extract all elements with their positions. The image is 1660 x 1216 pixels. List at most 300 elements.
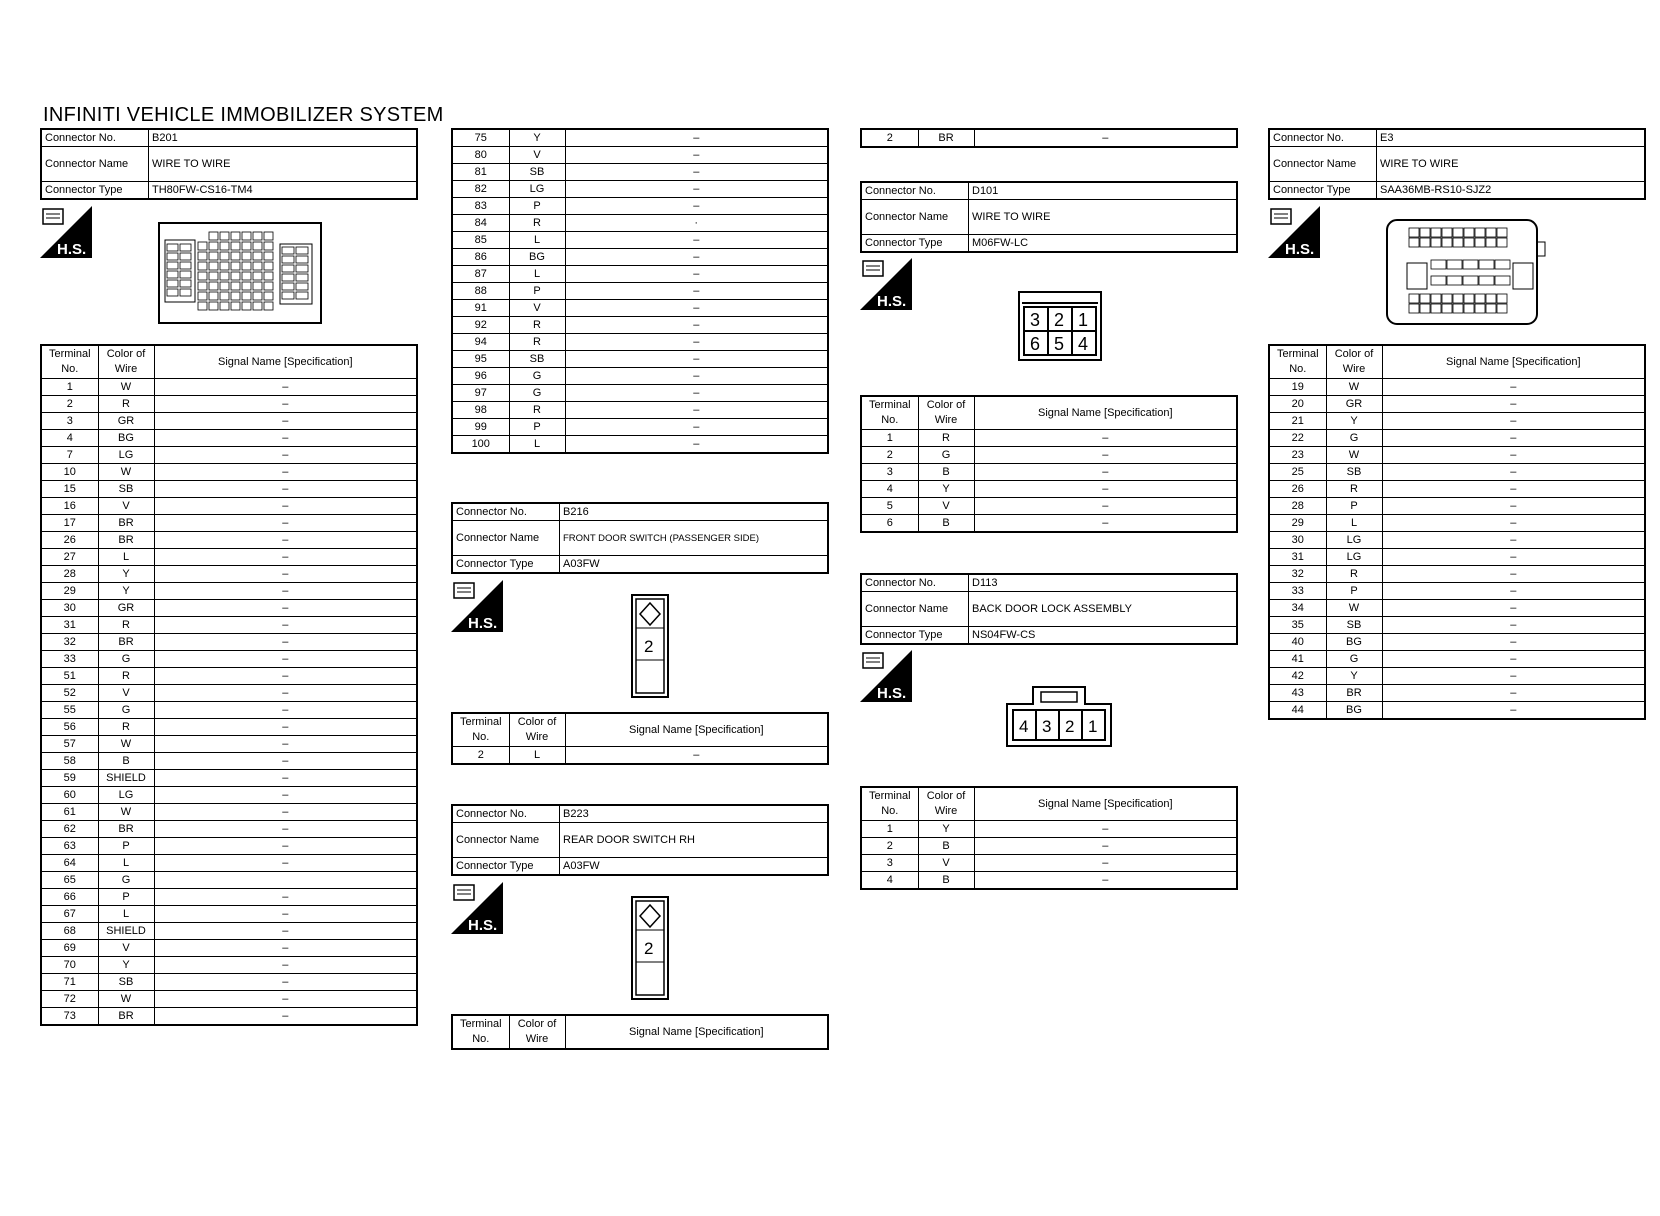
wire-color-cell: R xyxy=(509,402,565,419)
terminal-no-cell: 52 xyxy=(41,685,98,702)
wire-color-cell: BR xyxy=(1326,685,1382,702)
cavity-label: 1 xyxy=(1078,310,1089,330)
signal-name-cell: – xyxy=(154,515,417,532)
cavity-label: 1 xyxy=(1088,717,1098,736)
table-row xyxy=(1269,549,1645,566)
terminal-no-cell: 42 xyxy=(1269,668,1326,685)
table-row xyxy=(1269,600,1645,617)
wire-color-cell: V xyxy=(98,940,154,957)
table-row xyxy=(41,430,417,447)
signal-name-cell: – xyxy=(1382,464,1645,481)
signal-name-cell: – xyxy=(565,402,828,419)
terminal-no-cell: 97 xyxy=(452,385,509,402)
wire-color-cell: BG xyxy=(1326,702,1382,720)
signal-name-cell: – xyxy=(154,447,417,464)
signal-name-cell: – xyxy=(1382,617,1645,634)
wire-color-cell: BR xyxy=(98,532,154,549)
wire-color-cell: L xyxy=(1326,515,1382,532)
table-row xyxy=(861,498,1237,515)
wire-color-cell: G xyxy=(1326,651,1382,668)
wire-color-cell: G xyxy=(1326,430,1382,447)
signal-name-cell: – xyxy=(1382,430,1645,447)
e3-connector-face-diagram xyxy=(1385,218,1549,326)
signal-name-cell: – xyxy=(565,368,828,385)
signal-name-cell: – xyxy=(154,396,417,413)
signal-name-cell: – xyxy=(1382,396,1645,413)
signal-name-cell: – xyxy=(565,385,828,402)
terminal-no-cell: 91 xyxy=(452,300,509,317)
terminal-no-cell: 29 xyxy=(41,583,98,600)
wire-color-cell: GR xyxy=(1326,396,1382,413)
wire-color-cell: BG xyxy=(98,430,154,447)
terminal-no-cell: 6 xyxy=(861,515,918,533)
table-row xyxy=(41,685,417,702)
wire-color-cell: R xyxy=(98,396,154,413)
signal-name-cell: – xyxy=(154,821,417,838)
wire-color-cell: V xyxy=(98,685,154,702)
terminal-no-cell: 29 xyxy=(1269,515,1326,532)
signal-name-cell: – xyxy=(1382,702,1645,720)
table-row xyxy=(41,991,417,1008)
wire-color-cell: SB xyxy=(98,481,154,498)
terminal-no-cell: 43 xyxy=(1269,685,1326,702)
table-row xyxy=(1269,396,1645,413)
wire-color-cell: GR xyxy=(98,600,154,617)
connector-no-label: Connector No. xyxy=(861,574,969,592)
table-row xyxy=(452,317,828,334)
terminal-no-cell: 67 xyxy=(41,906,98,923)
table-row xyxy=(861,872,1237,890)
table-row xyxy=(452,368,828,385)
color-header: Color of Wire xyxy=(509,1015,565,1049)
hs-badge-icon xyxy=(40,206,92,258)
wire-color-cell: R xyxy=(98,668,154,685)
terminal-no-cell: 5 xyxy=(861,498,918,515)
connector-name-value: WIRE TO WIRE xyxy=(969,200,1238,235)
table-row xyxy=(41,1008,417,1026)
connector-no-label: Connector No. xyxy=(452,805,560,823)
signal-name-cell: – xyxy=(154,855,417,872)
table-row xyxy=(41,447,417,464)
terminal-no-cell: 30 xyxy=(41,600,98,617)
wire-color-cell: V xyxy=(509,147,565,164)
signal-name-cell: – xyxy=(974,129,1237,147)
table-row xyxy=(1269,634,1645,651)
table-row xyxy=(861,447,1237,464)
terminal-no-cell: 2 xyxy=(41,396,98,413)
table-row xyxy=(41,821,417,838)
signal-name-cell: – xyxy=(154,685,417,702)
cavity-label: 2 xyxy=(644,939,654,958)
wire-color-cell: L xyxy=(98,855,154,872)
wire-color-cell: LG xyxy=(1326,549,1382,566)
signal-name-cell: – xyxy=(1382,549,1645,566)
connector-type-label: Connector Type xyxy=(41,182,149,200)
wire-color-cell: LG xyxy=(509,181,565,198)
b201-connector-face-diagram xyxy=(158,222,322,324)
signal-name-cell: – xyxy=(1382,566,1645,583)
terminal-no-cell: 62 xyxy=(41,821,98,838)
table-row xyxy=(452,181,828,198)
table-row xyxy=(41,838,417,855)
table-row xyxy=(41,634,417,651)
table-row xyxy=(1269,583,1645,600)
signal-header: Signal Name [Specification] xyxy=(974,787,1237,821)
connector-type-label: Connector Type xyxy=(1269,182,1377,200)
table-row xyxy=(452,351,828,368)
wire-color-cell: B xyxy=(918,515,974,533)
signal-name-cell: – xyxy=(154,753,417,770)
wire-color-cell: P xyxy=(509,419,565,436)
table-row xyxy=(861,464,1237,481)
table-row xyxy=(41,719,417,736)
table-row xyxy=(861,855,1237,872)
terminal-no-cell: 82 xyxy=(452,181,509,198)
wire-color-cell: G xyxy=(918,447,974,464)
hs-badge-icon xyxy=(1268,206,1320,258)
terminal-no-cell: 41 xyxy=(1269,651,1326,668)
terminal-no-header: Terminal No. xyxy=(861,787,918,821)
wire-color-cell: W xyxy=(98,991,154,1008)
connector-type-value: TH80FW-CS16-TM4 xyxy=(149,182,418,200)
table-row xyxy=(452,385,828,402)
wire-color-cell: SB xyxy=(509,351,565,368)
wire-color-cell: R xyxy=(918,430,974,447)
table-row xyxy=(452,300,828,317)
signal-name-cell: – xyxy=(1382,413,1645,430)
terminal-no-header: Terminal No. xyxy=(452,713,509,747)
connector-no-value: D113 xyxy=(969,574,1238,592)
table-row xyxy=(41,515,417,532)
connector-type-value: NS04FW-CS xyxy=(969,627,1238,645)
wire-color-cell: P xyxy=(98,838,154,855)
wire-color-cell: LG xyxy=(1326,532,1382,549)
signal-name-cell: – xyxy=(154,651,417,668)
connector-b201 xyxy=(40,128,418,200)
signal-name-cell: – xyxy=(154,668,417,685)
e3-terminal-table xyxy=(1268,344,1646,720)
terminal-no-cell: 40 xyxy=(1269,634,1326,651)
wire-color-cell: V xyxy=(918,855,974,872)
signal-name-cell: – xyxy=(154,770,417,787)
signal-name-cell: – xyxy=(154,991,417,1008)
table-row xyxy=(1269,668,1645,685)
connector-type-label: Connector Type xyxy=(861,235,969,253)
wire-color-cell: P xyxy=(98,889,154,906)
svg-text:H.S.: H.S. xyxy=(468,917,498,934)
wire-color-cell: BR xyxy=(918,129,974,147)
signal-name-cell: – xyxy=(154,787,417,804)
terminal-no-cell: 15 xyxy=(41,481,98,498)
table-row xyxy=(41,889,417,906)
table-row xyxy=(452,164,828,181)
terminal-no-cell: 32 xyxy=(1269,566,1326,583)
signal-name-cell: – xyxy=(154,549,417,566)
table-row xyxy=(452,402,828,419)
signal-name-cell: – xyxy=(1382,498,1645,515)
wire-color-cell: V xyxy=(918,498,974,515)
terminal-no-cell: 71 xyxy=(41,974,98,991)
table-row xyxy=(41,923,417,940)
terminal-no-cell: 20 xyxy=(1269,396,1326,413)
table-row xyxy=(452,147,828,164)
signal-name-cell: – xyxy=(154,906,417,923)
connector-type-label: Connector Type xyxy=(452,556,560,574)
signal-name-cell: – xyxy=(154,532,417,549)
wire-color-cell: L xyxy=(98,549,154,566)
cavity-label: 2 xyxy=(1065,717,1075,736)
signal-name-cell: – xyxy=(154,719,417,736)
terminal-no-cell: 75 xyxy=(452,129,509,147)
color-header: Color of Wire xyxy=(918,787,974,821)
connector-name-label: Connector Name xyxy=(861,592,969,627)
connector-b223 xyxy=(451,804,829,876)
terminal-no-cell: 27 xyxy=(41,549,98,566)
wire-color-cell: SB xyxy=(1326,464,1382,481)
wire-color-cell: W xyxy=(98,379,154,396)
signal-name-cell: – xyxy=(154,617,417,634)
terminal-no-cell: 21 xyxy=(1269,413,1326,430)
signal-name-cell: – xyxy=(1382,447,1645,464)
signal-name-cell: – xyxy=(154,838,417,855)
terminal-no-cell: 31 xyxy=(41,617,98,634)
table-row xyxy=(41,651,417,668)
signal-name-cell: – xyxy=(974,821,1237,838)
connector-d113 xyxy=(860,573,1238,645)
table-row xyxy=(452,129,828,147)
table-row xyxy=(452,232,828,249)
table-row xyxy=(41,702,417,719)
b223-connector-face-diagram xyxy=(631,896,669,1000)
color-header: Color of Wire xyxy=(509,713,565,747)
signal-name-cell: – xyxy=(565,266,828,283)
wire-color-cell: P xyxy=(509,283,565,300)
table-row xyxy=(452,283,828,300)
table-row xyxy=(41,617,417,634)
signal-name-cell: – xyxy=(1382,515,1645,532)
terminal-no-cell: 88 xyxy=(452,283,509,300)
wire-color-cell: W xyxy=(1326,447,1382,464)
table-row xyxy=(41,957,417,974)
terminal-no-cell: 28 xyxy=(1269,498,1326,515)
wire-color-cell: SB xyxy=(1326,617,1382,634)
terminal-no-cell: 55 xyxy=(41,702,98,719)
table-row xyxy=(1269,481,1645,498)
wire-color-cell: B xyxy=(918,872,974,890)
hs-badge-icon xyxy=(860,650,912,702)
terminal-no-cell: 58 xyxy=(41,753,98,770)
signal-name-cell: – xyxy=(154,634,417,651)
terminal-no-cell: 80 xyxy=(452,147,509,164)
terminal-no-cell: 84 xyxy=(452,215,509,232)
wire-color-cell: R xyxy=(509,317,565,334)
d113-connector-face-diagram xyxy=(1005,686,1113,748)
table-row xyxy=(41,600,417,617)
connector-no-label: Connector No. xyxy=(452,503,560,521)
terminal-no-cell: 61 xyxy=(41,804,98,821)
signal-header: Signal Name [Specification] xyxy=(974,396,1237,430)
signal-name-cell: – xyxy=(565,147,828,164)
signal-name-cell: – xyxy=(565,232,828,249)
table-row xyxy=(1269,430,1645,447)
signal-name-cell: · xyxy=(565,215,828,232)
wire-color-cell: Y xyxy=(1326,668,1382,685)
terminal-no-cell: 33 xyxy=(1269,583,1326,600)
signal-name-cell: – xyxy=(974,838,1237,855)
signal-name-cell: – xyxy=(565,129,828,147)
terminal-no-cell: 28 xyxy=(41,566,98,583)
b201-terminal-table-continued xyxy=(451,128,829,454)
wire-color-cell: LG xyxy=(98,787,154,804)
terminal-no-cell: 34 xyxy=(1269,600,1326,617)
wire-color-cell: R xyxy=(1326,481,1382,498)
terminal-no-cell: 3 xyxy=(861,464,918,481)
signal-name-cell: – xyxy=(565,419,828,436)
terminal-no-cell: 2 xyxy=(861,129,918,147)
wire-color-cell: V xyxy=(98,498,154,515)
table-row xyxy=(41,413,417,430)
table-row xyxy=(41,974,417,991)
d101-connector-face-diagram xyxy=(1018,291,1102,361)
terminal-no-cell: 85 xyxy=(452,232,509,249)
signal-name-cell: – xyxy=(1382,583,1645,600)
cavity-label: 2 xyxy=(1054,310,1065,330)
terminal-no-cell: 3 xyxy=(861,855,918,872)
color-header: Color of Wire xyxy=(98,345,154,379)
table-row xyxy=(41,481,417,498)
table-row xyxy=(1269,515,1645,532)
wire-color-cell: Y xyxy=(918,481,974,498)
terminal-no-cell: 16 xyxy=(41,498,98,515)
terminal-no-cell: 26 xyxy=(41,532,98,549)
hs-badge-icon xyxy=(860,258,912,310)
wire-color-cell: Y xyxy=(918,821,974,838)
signal-name-cell: – xyxy=(154,974,417,991)
terminal-no-header: Terminal No. xyxy=(861,396,918,430)
table-row xyxy=(41,804,417,821)
connector-type-label: Connector Type xyxy=(452,858,560,876)
connector-name-label: Connector Name xyxy=(452,823,560,858)
connector-name-value: BACK DOOR LOCK ASSEMBLY xyxy=(969,592,1238,627)
terminal-no-cell: 30 xyxy=(1269,532,1326,549)
table-row xyxy=(452,249,828,266)
terminal-no-cell: 57 xyxy=(41,736,98,753)
wire-color-cell: P xyxy=(1326,498,1382,515)
terminal-no-cell: 51 xyxy=(41,668,98,685)
wire-color-cell: B xyxy=(98,753,154,770)
wire-color-cell: W xyxy=(98,804,154,821)
connector-e3 xyxy=(1268,128,1646,200)
terminal-no-cell: 31 xyxy=(1269,549,1326,566)
table-row xyxy=(41,736,417,753)
terminal-no-cell: 59 xyxy=(41,770,98,787)
signal-name-cell: – xyxy=(1382,379,1645,396)
wire-color-cell: SHIELD xyxy=(98,770,154,787)
terminal-no-cell: 63 xyxy=(41,838,98,855)
connector-no-value: E3 xyxy=(1377,129,1646,147)
hs-badge-icon xyxy=(451,882,503,934)
color-header: Color of Wire xyxy=(1326,345,1382,379)
signal-name-cell: – xyxy=(565,283,828,300)
wire-color-cell: L xyxy=(509,747,565,765)
signal-name-cell: – xyxy=(565,334,828,351)
table-row xyxy=(1269,617,1645,634)
terminal-no-cell: 64 xyxy=(41,855,98,872)
svg-text:H.S.: H.S. xyxy=(1285,241,1315,258)
wire-color-cell: P xyxy=(1326,583,1382,600)
wire-color-cell: BR xyxy=(98,821,154,838)
terminal-no-cell: 26 xyxy=(1269,481,1326,498)
connector-name-label: Connector Name xyxy=(452,521,560,556)
terminal-no-cell: 68 xyxy=(41,923,98,940)
connector-info-table xyxy=(40,128,418,200)
signal-name-cell: – xyxy=(1382,668,1645,685)
preceding-terminal-table-continued xyxy=(860,128,1238,148)
signal-name-cell: – xyxy=(1382,685,1645,702)
table-row xyxy=(41,787,417,804)
connector-type-value: M06FW-LC xyxy=(969,235,1238,253)
signal-name-cell: – xyxy=(154,600,417,617)
connector-no-value: B201 xyxy=(149,129,418,147)
cavity-label: 2 xyxy=(644,637,654,656)
connector-d101 xyxy=(860,181,1238,253)
table-row xyxy=(1269,413,1645,430)
signal-name-cell: – xyxy=(154,583,417,600)
terminal-no-cell: 94 xyxy=(452,334,509,351)
terminal-no-cell: 56 xyxy=(41,719,98,736)
terminal-no-cell: 2 xyxy=(861,447,918,464)
table-row xyxy=(1269,379,1645,396)
b216-terminal-table xyxy=(451,712,829,765)
wire-color-cell: R xyxy=(1326,566,1382,583)
svg-text:H.S.: H.S. xyxy=(877,685,907,702)
svg-text:H.S.: H.S. xyxy=(877,293,907,310)
color-header: Color of Wire xyxy=(918,396,974,430)
wire-color-cell: Y xyxy=(1326,413,1382,430)
signal-name-cell: – xyxy=(565,198,828,215)
signal-name-cell xyxy=(154,872,417,889)
table-row xyxy=(1269,651,1645,668)
wire-color-cell: W xyxy=(98,736,154,753)
table-row xyxy=(41,872,417,889)
table-row xyxy=(861,515,1237,533)
signal-name-cell: – xyxy=(154,957,417,974)
table-row xyxy=(452,266,828,283)
table-row xyxy=(41,753,417,770)
terminal-no-cell: 70 xyxy=(41,957,98,974)
signal-header: Signal Name [Specification] xyxy=(565,1015,828,1049)
table-row xyxy=(861,481,1237,498)
terminal-no-cell: 92 xyxy=(452,317,509,334)
wire-color-cell: R xyxy=(509,215,565,232)
signal-header: Signal Name [Specification] xyxy=(1382,345,1645,379)
connector-no-label: Connector No. xyxy=(861,182,969,200)
table-row xyxy=(861,821,1237,838)
signal-name-cell: – xyxy=(154,566,417,583)
terminal-no-cell: 1 xyxy=(861,821,918,838)
signal-name-cell: – xyxy=(565,300,828,317)
table-row xyxy=(41,668,417,685)
terminal-no-header: Terminal No. xyxy=(41,345,98,379)
terminal-no-cell: 73 xyxy=(41,1008,98,1026)
terminal-no-cell: 4 xyxy=(861,872,918,890)
terminal-no-cell: 22 xyxy=(1269,430,1326,447)
signal-name-cell: – xyxy=(1382,481,1645,498)
wire-color-cell: SB xyxy=(98,974,154,991)
terminal-no-cell: 44 xyxy=(1269,702,1326,720)
table-row xyxy=(452,198,828,215)
connector-name-label: Connector Name xyxy=(861,200,969,235)
